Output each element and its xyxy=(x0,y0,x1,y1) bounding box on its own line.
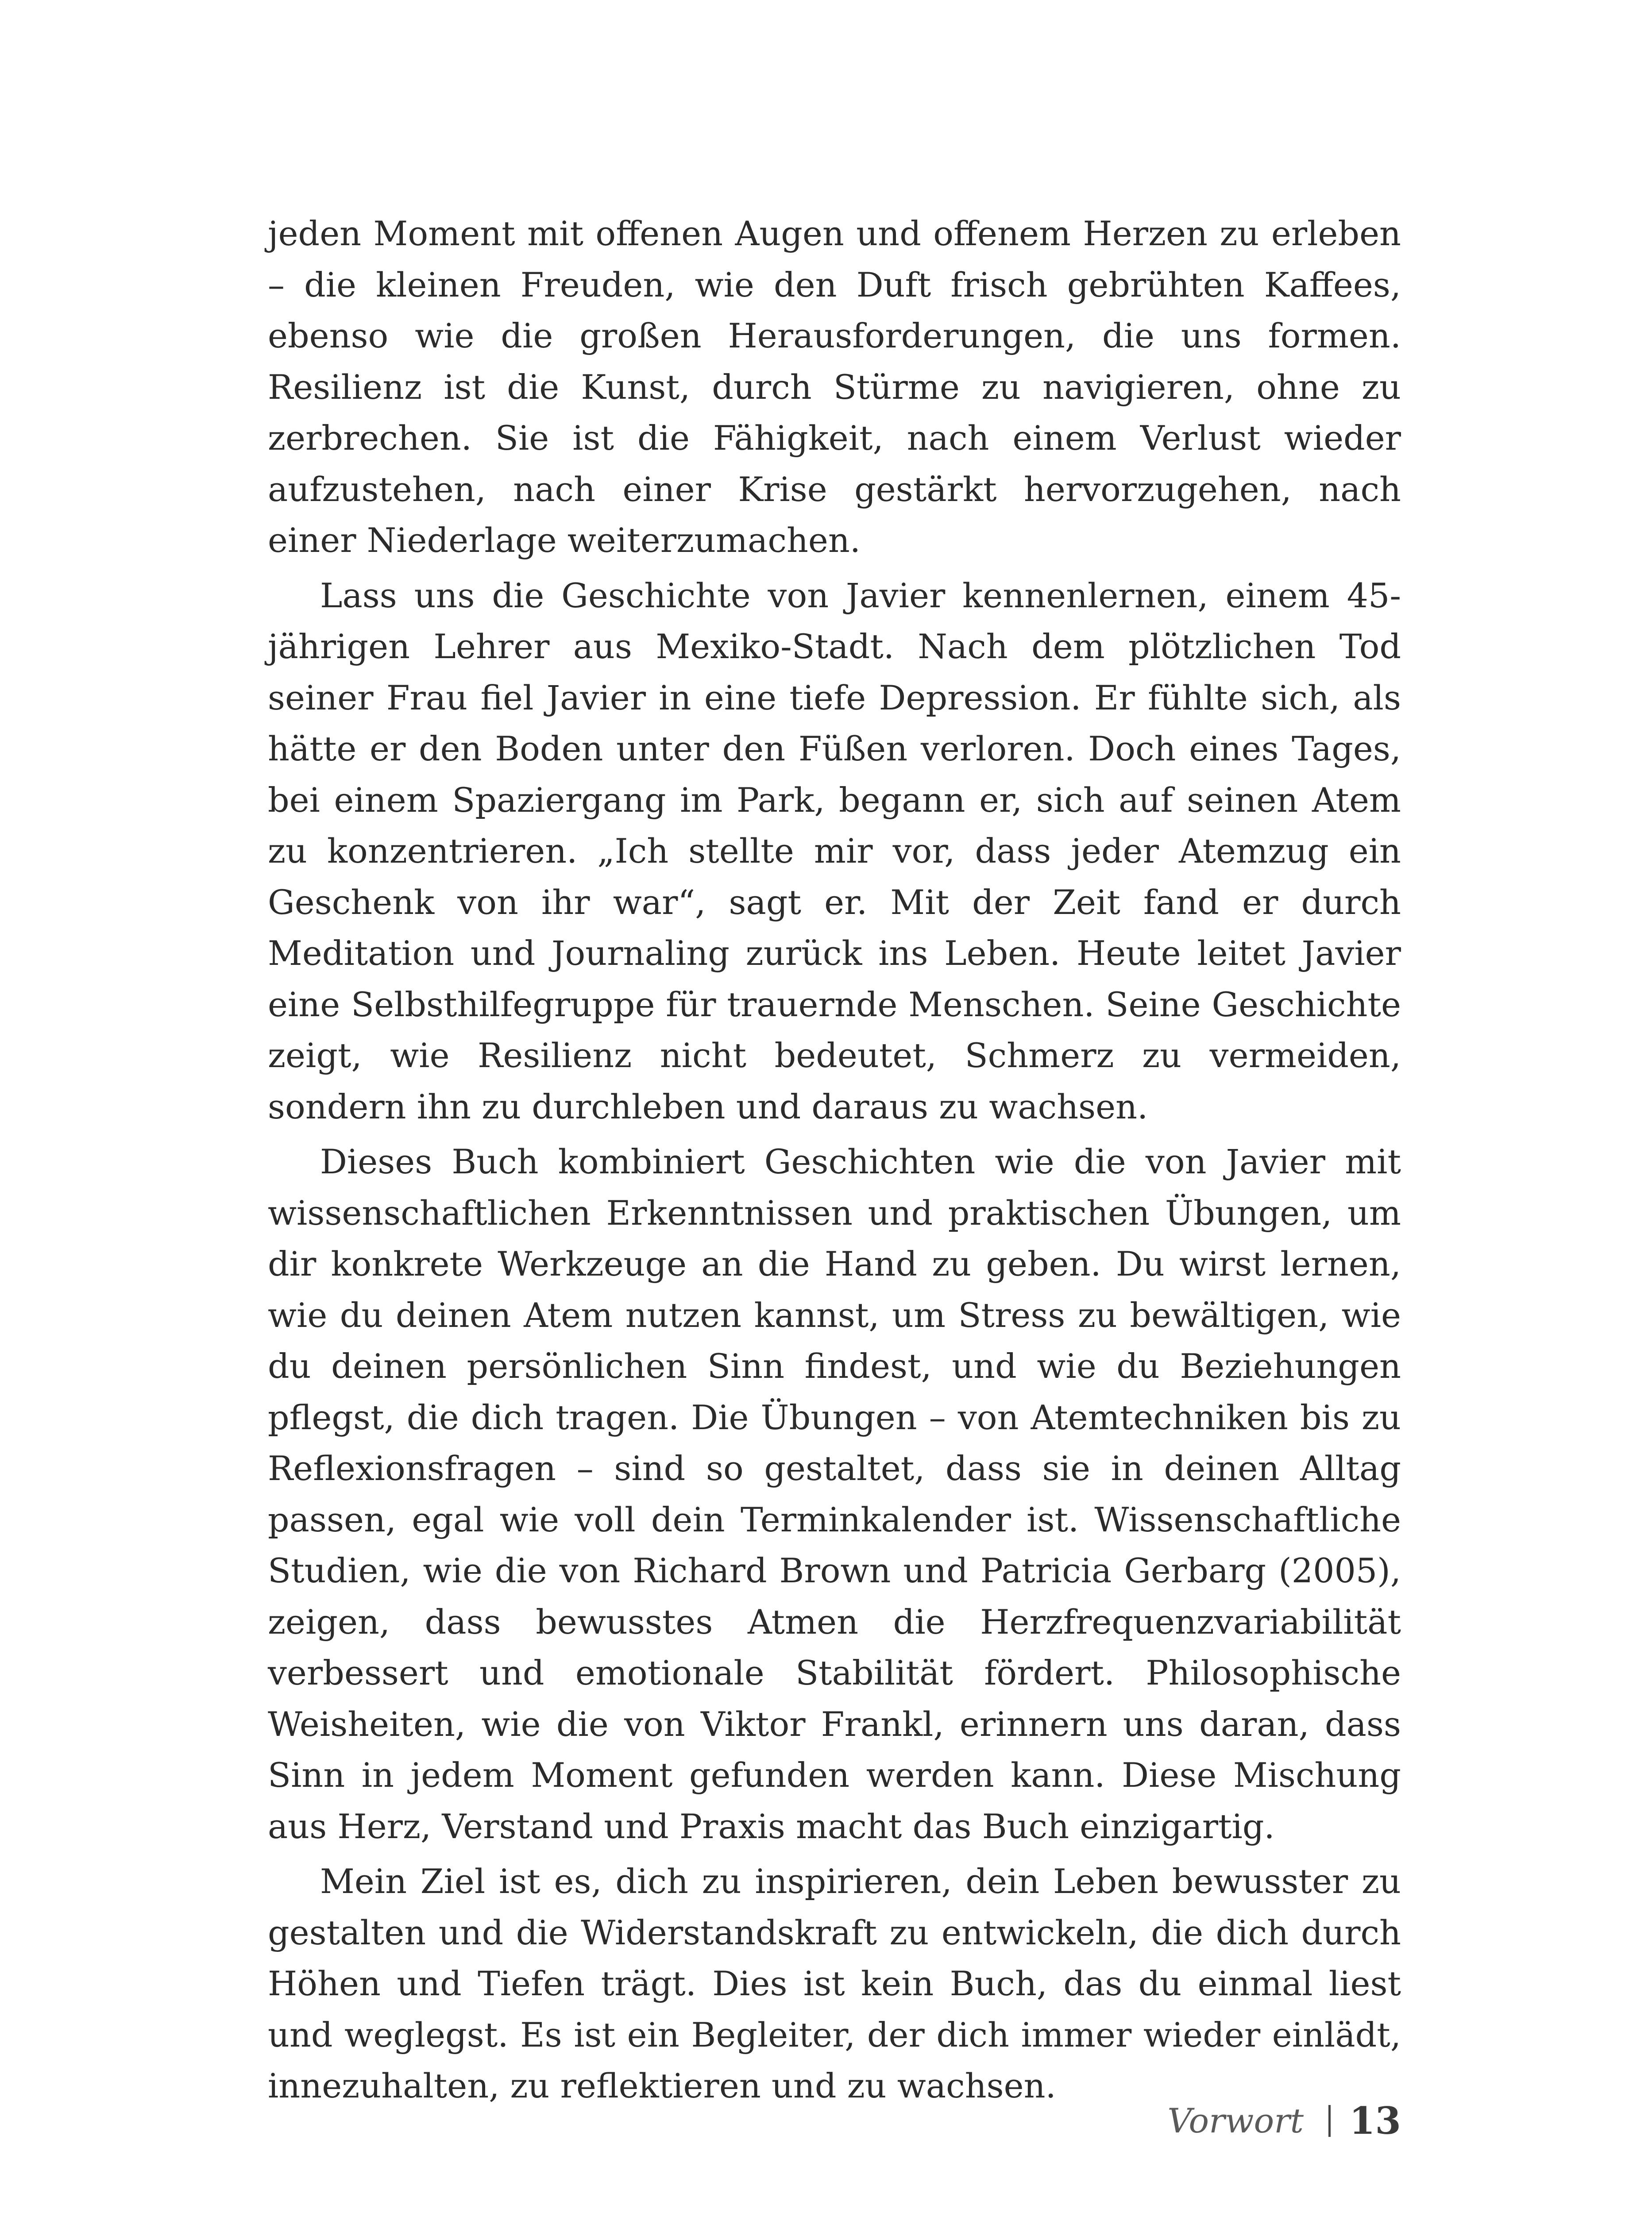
running-head: Vorwort xyxy=(1167,2101,1304,2140)
footer-divider xyxy=(1328,2105,1331,2137)
paragraph-1: jeden Moment mit offenen Augen und offenem Herzen zu erleben – die kleinen Freuden, wie den Duft frisch gebrühten Kaffees, ebenso wie die großen Herausforderungen, die uns formen. Resilienz ist die Kunst, durch Stürme zu navigieren, ohne zu zerbrechen. Sie ist die Fähigkeit, nach einem Verlust wieder aufzustehen, nach einer Krise gestärkt hervorzugehen, nach einer Niederlage weiterzumachen. xyxy=(268,214,1401,560)
paragraph-3: Dieses Buch kombiniert Geschichten wie die von Javier mit wissenschaftlichen Erkenntnissen und praktischen Übungen, um dir konkrete Werkzeuge an die Hand zu geben. Du wirst lernen, wie du deinen Atem nutzen kannst, um Stress zu bewältigen, wie du deinen persönlichen Sinn findest, und wie du Beziehungen pflegst, die dich tragen. Die Übungen – von Atemtechniken bis zu Reflexionsfragen – sind so gestaltet, dass sie in deinen Alltag passen, egal wie voll dein Terminkalender ist. Wissenschaftliche Studien, wie die von Richard Brown und Patricia Gerbarg (2005), zeigen, dass bewusstes Atmen die Herzfrequenzvariabilität verbessert und emotionale Stabilität fördert. Philosophische Weisheiten, wie die von Viktor Frankl, erinnern uns daran, dass Sinn in jedem Moment gefunden werden kann. Diese Mischung aus Herz, Verstand und Praxis macht das Buch einzigartig. xyxy=(268,1142,1401,1846)
paragraph-4: Mein Ziel ist es, dich zu inspirieren, dein Leben bewusster zu gestalten und die Widerstandskraft zu entwickeln, die dich durch Höhen und Tiefen trägt. Dies ist kein Buch, das du einmal liest und weglegst. Es ist ein Begleiter, der dich immer wieder einlädt, innezuhalten, zu reflektieren und zu wachsen. xyxy=(268,1862,1401,2105)
paragraph-2: Lass uns die Geschichte von Javier kennenlernen, einem 45-jährigen Lehrer aus Mexiko-Stadt. Nach dem plötzlichen Tod seiner Frau fiel Javier in eine tiefe Depression. Er fühlte sich, als hätte er den Boden unter den Füßen verloren. Doch eines Tages, bei einem Spaziergang im Park, begann er, sich auf seinen Atem zu konzentrieren. „Ich stellte mir vor, dass jeder Atemzug ein Geschenk von ihr war“, sagt er. Mit der Zeit fand er durch Meditation und Journaling zurück ins Leben. Heute leitet Javier eine Selbsthilfegruppe für trauernde Menschen. Seine Geschichte zeigt, wie Resilienz nicht bedeutet, Schmerz zu vermeiden, sondern ihn zu durchleben und daraus zu wachsen. xyxy=(268,575,1401,1126)
page-footer xyxy=(1167,2099,1401,2143)
body-text xyxy=(268,208,1401,2112)
page-number: 13 xyxy=(1349,2099,1401,2143)
